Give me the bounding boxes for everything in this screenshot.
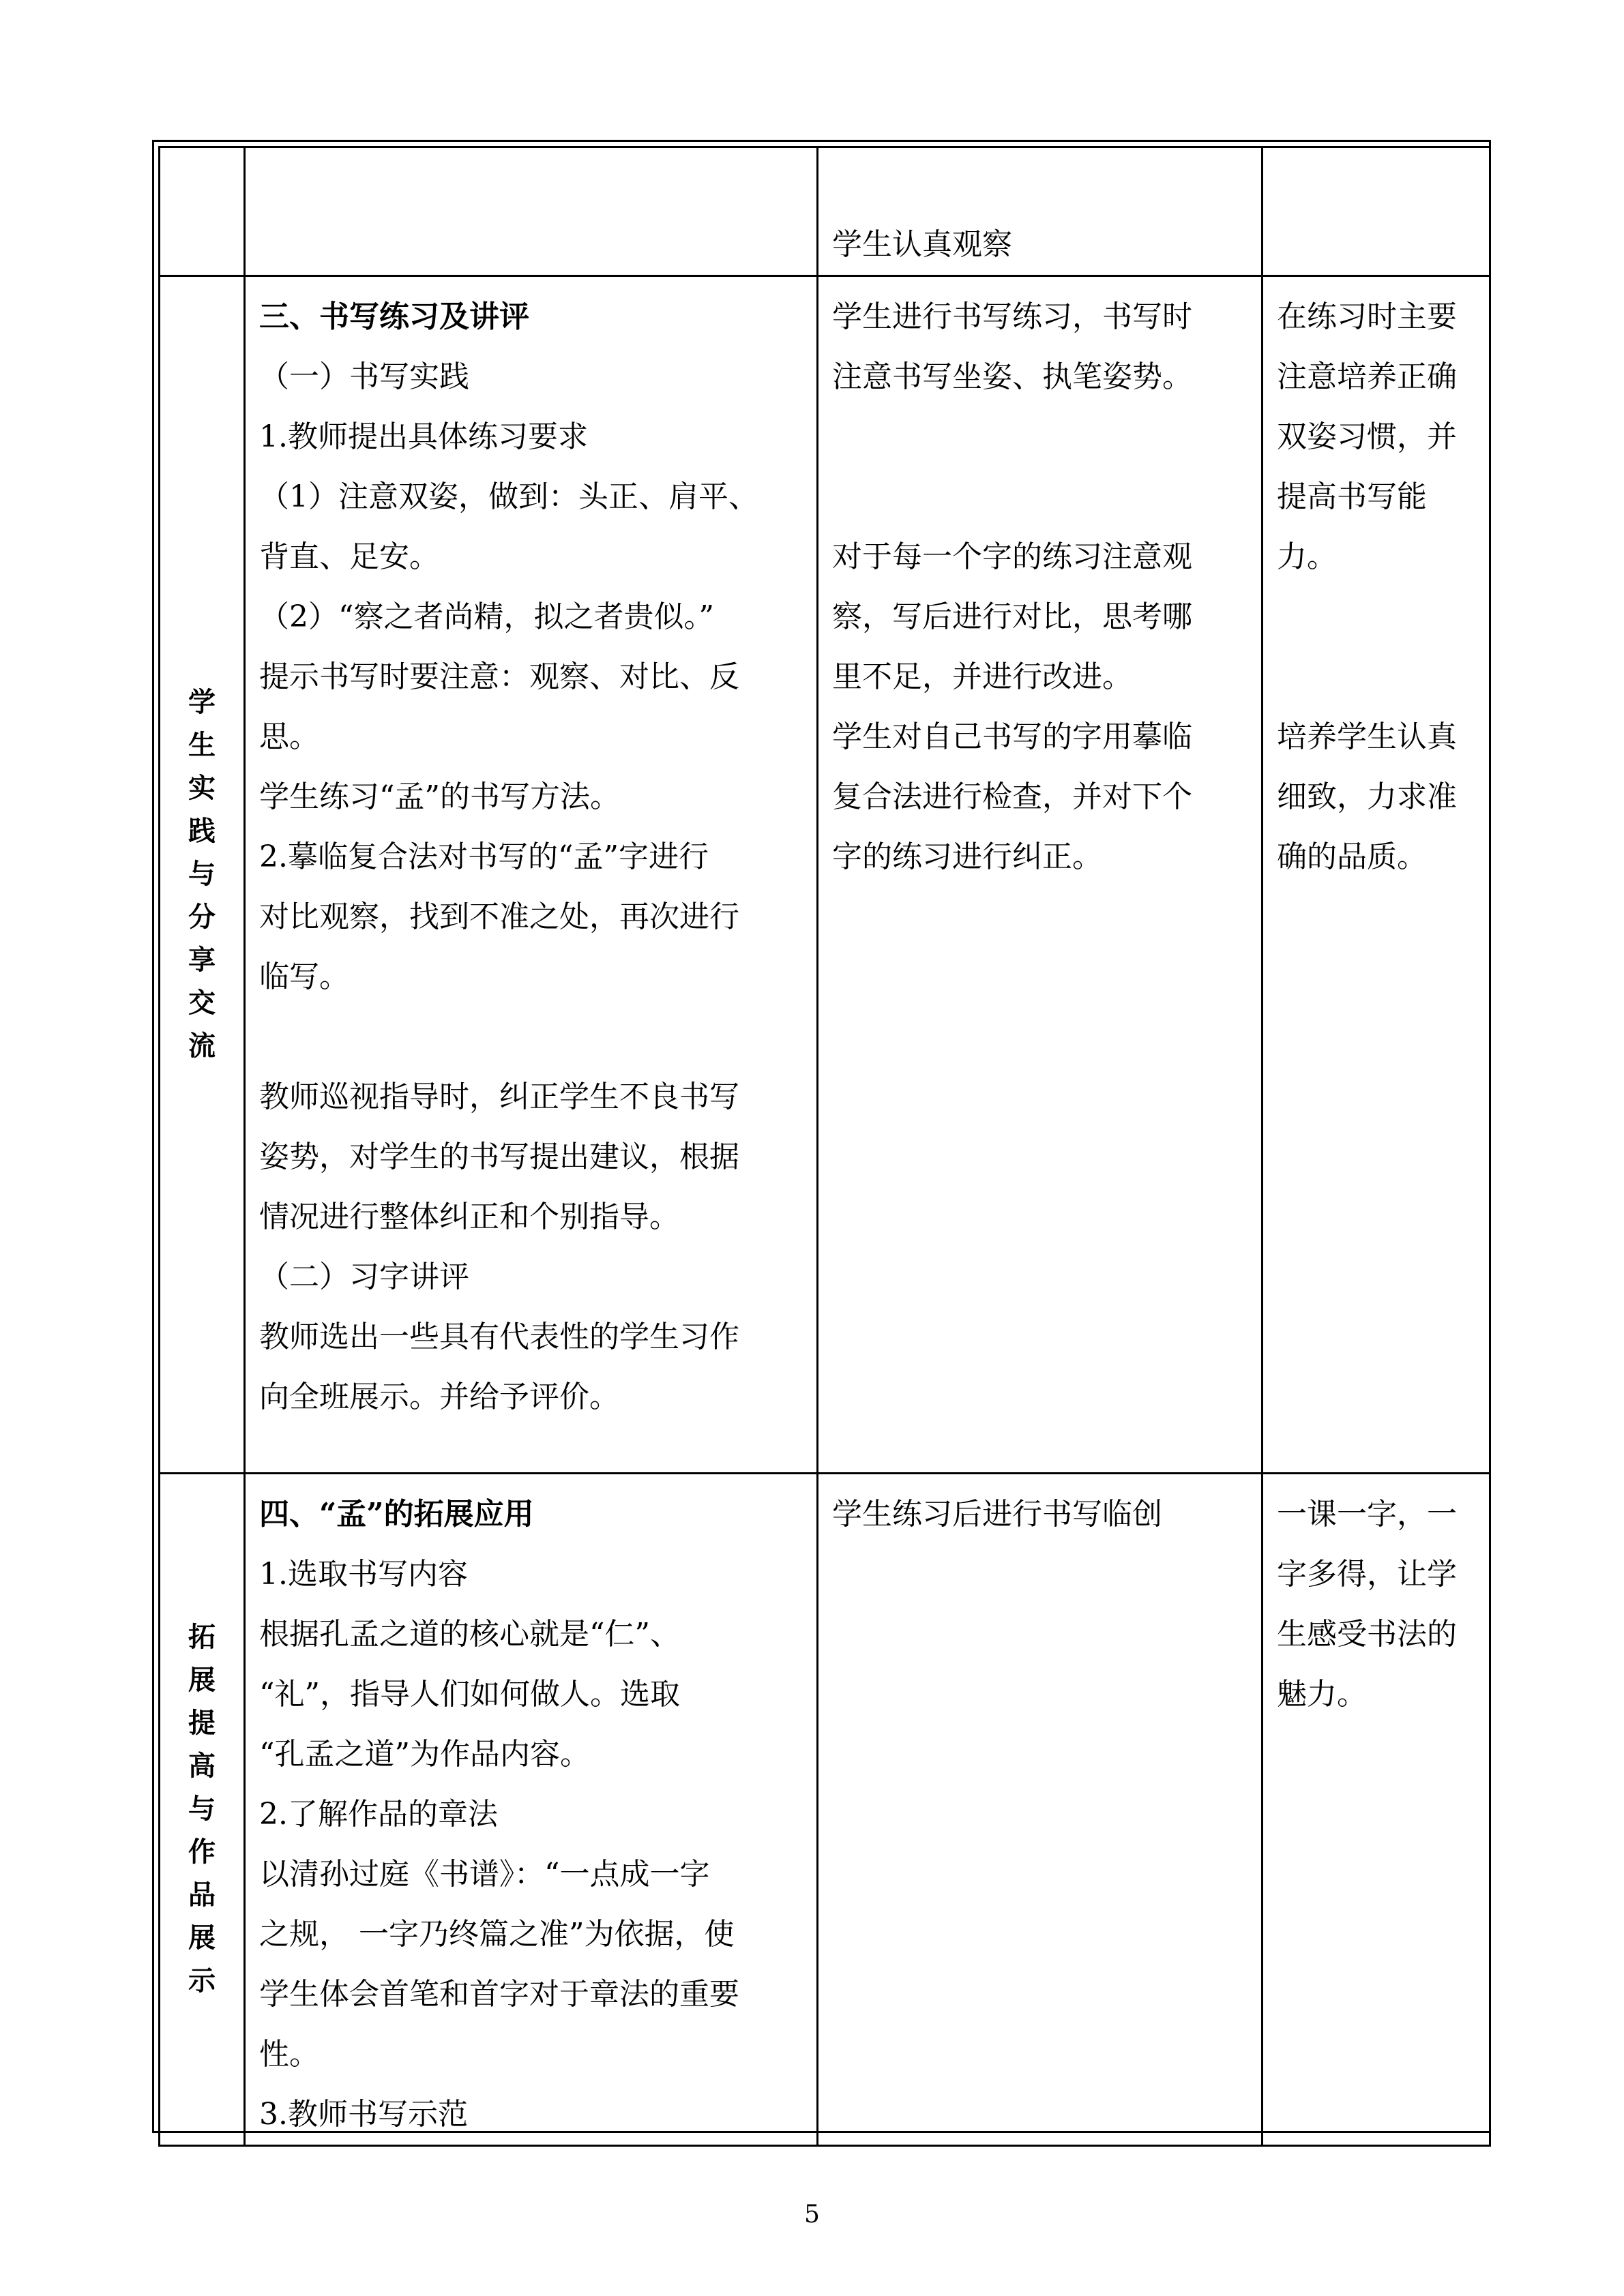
text-line: 学生练习后进行书写临创	[832, 1497, 1162, 1532]
text-line: 3.教师书写示范	[259, 2097, 468, 2132]
stage-cell	[160, 147, 245, 276]
text-line: 提示书写时要注意：观察、对比、反	[259, 659, 739, 694]
text-line: 学生进行书写练习，书写时	[832, 299, 1192, 334]
text-line: 根据孔孟之道的核心就是“仁”、	[259, 1617, 680, 1652]
text-line: 之规， 一字乃终篇之准”为依据，使	[259, 1917, 735, 1952]
text-line: 2.摹临复合法对书写的“孟”字进行	[259, 839, 709, 874]
process-cell-content	[246, 148, 816, 215]
stage-label: 学生实践与分享交流	[188, 687, 216, 1062]
text-line: 提高书写能	[1277, 479, 1427, 514]
text-line: 双姿习惯，并	[1277, 419, 1457, 454]
text-line: 确的品质。	[1277, 839, 1427, 874]
text-line: 情况进行整体纠正和个别指导。	[259, 1199, 679, 1234]
text-line: 学生练习“孟”的书写方法。	[259, 779, 620, 814]
text-line: 1.选取书写内容	[259, 1557, 468, 1592]
text-line: 复合法进行检查，并对下个	[832, 779, 1192, 814]
text-line: （2）“察之者尚精，拟之者贵似。”	[259, 599, 714, 634]
text-line: 学生认真观察	[832, 227, 1012, 262]
text-line: 生感受书法的	[1277, 1617, 1457, 1652]
text-line: （1）注意双姿，做到：头正、肩平、	[259, 479, 758, 514]
text-line: 魅力。	[1277, 1677, 1367, 1712]
text-line: 学生对自己书写的字用摹临	[832, 719, 1192, 754]
student-activity-cell-content	[818, 148, 1261, 275]
text-line: 教师选出一些具有代表性的学生习作	[259, 1320, 739, 1354]
table-row	[160, 1474, 1490, 2146]
text-line: 1.教师提出具体练习要求	[259, 419, 588, 454]
text-line: 察，写后进行对比，思考哪	[832, 599, 1192, 634]
lesson-plan-table	[152, 140, 1491, 2133]
text-line: 姿势，对学生的书写提出建议，根据	[259, 1139, 739, 1174]
text-line: 对于每一个字的练习注意观	[832, 539, 1192, 574]
text-line: 字的练习进行纠正。	[832, 839, 1102, 874]
student-activity-cell-content	[818, 1474, 1261, 1545]
design-intent-cell-content	[1263, 1474, 1489, 1725]
text-line: 教师巡视指导时，纠正学生不良书写	[259, 1079, 739, 1114]
design-intent-cell	[1263, 147, 1490, 276]
process-cell-content	[246, 1474, 816, 2145]
text-line: 一课一字，一	[1277, 1497, 1457, 1532]
text-line	[832, 407, 1249, 467]
text-line: 背直、足安。	[259, 539, 439, 574]
table-row	[160, 147, 1490, 276]
text-line: 以清孙过庭《书谱》：“一点成一字	[259, 1857, 710, 1892]
student-activity-cell-content	[818, 277, 1261, 887]
text-line: 里不足，并进行改进。	[832, 659, 1132, 694]
text-line: 三、书写练习及讲评	[259, 299, 529, 334]
page-number: 5	[804, 2201, 820, 2228]
text-line: （二）习字讲评	[259, 1259, 469, 1294]
student-activity-cell	[818, 1474, 1263, 2146]
process-cell	[245, 147, 818, 276]
text-line: “孔孟之道”为作品内容。	[259, 1737, 590, 1772]
text-line	[1277, 587, 1477, 647]
text-line: 力。	[1277, 539, 1337, 574]
text-line: 向全班展示。并给予评价。	[259, 1380, 619, 1414]
text-line: （一）书写实践	[259, 359, 469, 394]
stage-cell	[160, 276, 245, 1474]
text-line: 思。	[259, 719, 319, 754]
stage-cell	[160, 1474, 245, 2146]
text-line	[1277, 647, 1477, 707]
text-line: 注意书写坐姿、执笔姿势。	[832, 359, 1192, 394]
student-activity-cell	[818, 276, 1263, 1474]
text-line	[259, 1007, 804, 1067]
stage-label: 拓展提高与作品展示	[188, 1622, 216, 1997]
lesson-plan-grid	[158, 146, 1491, 2147]
text-line: 四、“孟”的拓展应用	[259, 1497, 534, 1532]
text-line: 注意培养正确	[1277, 359, 1457, 394]
design-intent-cell-content	[1263, 148, 1489, 215]
design-intent-cell	[1263, 1474, 1490, 2146]
text-line: 性。	[259, 2037, 319, 2072]
table-row	[160, 276, 1490, 1474]
text-line: 字多得，让学	[1277, 1557, 1457, 1592]
design-intent-cell	[1263, 276, 1490, 1474]
process-cell	[245, 276, 818, 1474]
table-body	[160, 147, 1490, 2146]
student-activity-cell	[818, 147, 1263, 276]
text-line: 对比观察，找到不准之处，再次进行	[259, 899, 739, 934]
text-line: 2.了解作品的章法	[259, 1797, 498, 1832]
text-line	[832, 467, 1249, 527]
process-cell-content	[246, 277, 816, 1427]
text-line: 临写。	[259, 959, 349, 994]
text-line: 学生体会首笔和首字对于章法的重要	[259, 1977, 739, 2012]
process-cell	[245, 1474, 818, 2146]
text-line: 在练习时主要	[1277, 299, 1457, 334]
text-line: 培养学生认真	[1277, 719, 1457, 754]
text-line: “礼”，指导人们如何做人。选取	[259, 1677, 680, 1712]
design-intent-cell-content	[1263, 277, 1489, 887]
text-line: 细致，力求准	[1277, 779, 1457, 814]
